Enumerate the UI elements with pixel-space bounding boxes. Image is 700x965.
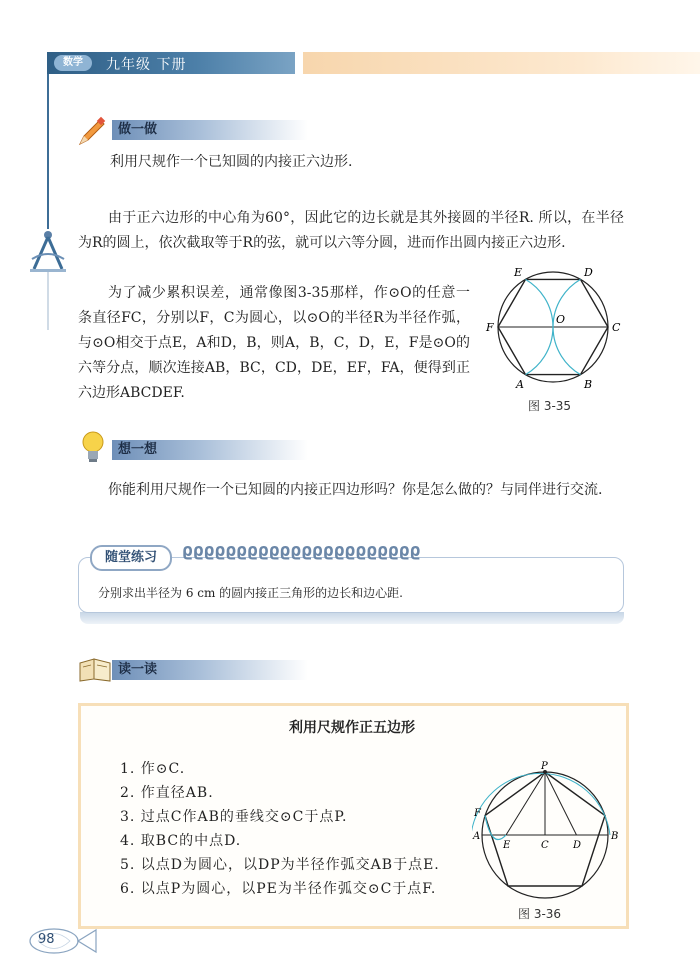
label-E: E (514, 266, 523, 279)
section-title-do: 做一做 (112, 120, 308, 140)
fish-ornament-icon (24, 924, 104, 958)
label-A: A (473, 831, 481, 842)
step-item: 6. 以点P为圆心，以PE为半径作弧交⊙C于点F. (120, 881, 437, 897)
figure-pentagon (472, 760, 622, 906)
section-title-think: 想一想 (112, 440, 308, 460)
book-icon (78, 655, 112, 683)
label-O: O (556, 313, 566, 326)
step-item: 4. 取BC的中点D. (120, 833, 242, 849)
label-P: P (541, 761, 548, 772)
section-title-read: 读一读 (112, 660, 308, 680)
label-F: F (474, 808, 481, 819)
margin-line-lower (47, 270, 49, 330)
pencil-icon (76, 116, 108, 148)
step-item: 5. 以点D为圆心，以DP为半径作弧交AB于点E. (120, 857, 440, 873)
header-title: 九年级 下册 (106, 57, 187, 73)
figure-hexagon (478, 262, 628, 412)
header-gradient (303, 52, 700, 74)
practice-label: 随堂练习 (90, 545, 172, 571)
think-text: 你能利用尺规作一个已知圆的内接正四边形吗？你是怎么做的？与同伴进行交流. (108, 482, 603, 498)
margin-line (47, 74, 49, 229)
do-paragraph-1: 由于正六边形的中心角为60°，因此它的边长就是其外接圆的半径R. 所以，在半径为R的圆上，依次截取等于R的弦，就可以六等分圆，进而作出圆内接正六边形. (78, 210, 624, 251)
label-C: C (612, 321, 621, 334)
practice-text: 分别求出半径为 6 cm 的圆内接正三角形的边长和边心距. (98, 586, 403, 600)
do-prompt: 利用尺规作一个已知圆的内接正六边形. (110, 154, 353, 170)
label-D: D (573, 840, 582, 851)
figure-caption-335: 图 3-35 (528, 399, 572, 413)
subject-badge: 数学 (54, 55, 92, 71)
label-B: B (584, 378, 593, 391)
compass-icon (26, 225, 70, 275)
step-item: 3. 过点C作AB的垂线交⊙C于点P. (120, 809, 348, 825)
label-D: D (584, 266, 593, 279)
label-C: C (541, 840, 549, 851)
figure-caption-336: 图 3-36 (518, 907, 562, 921)
page-number: 98 (38, 932, 55, 947)
lightbulb-icon (80, 430, 106, 466)
step-item: 2. 作直径AB. (120, 785, 214, 801)
label-B: B (611, 831, 619, 842)
label-F: F (486, 321, 494, 334)
steps-list (120, 757, 470, 901)
reading-title: 利用尺规作正五边形 (289, 720, 415, 736)
step-item: 1. 作⊙C. (120, 761, 186, 777)
label-E: E (503, 840, 511, 851)
spiral-binding: ϱϱϱϱϱϱϱϱϱϱϱϱϱϱϱϱϱϱϱϱϱϱ (182, 540, 421, 561)
label-A: A (516, 378, 524, 391)
do-paragraph-2: 为了减少累积误差，通常像图3-35那样，作⊙O的任意一条直径FC，分别以F，C为圆心，以⊙O的半径R为半径作弧，与⊙O相交于点E，A和D，B，则A，B，C，D，E，F是⊙O的六等分点，顺次连接AB，BC，CD，DE，EF，FA，便得到正六边形ABCDEF. (78, 285, 470, 401)
practice-shadow (80, 612, 624, 624)
